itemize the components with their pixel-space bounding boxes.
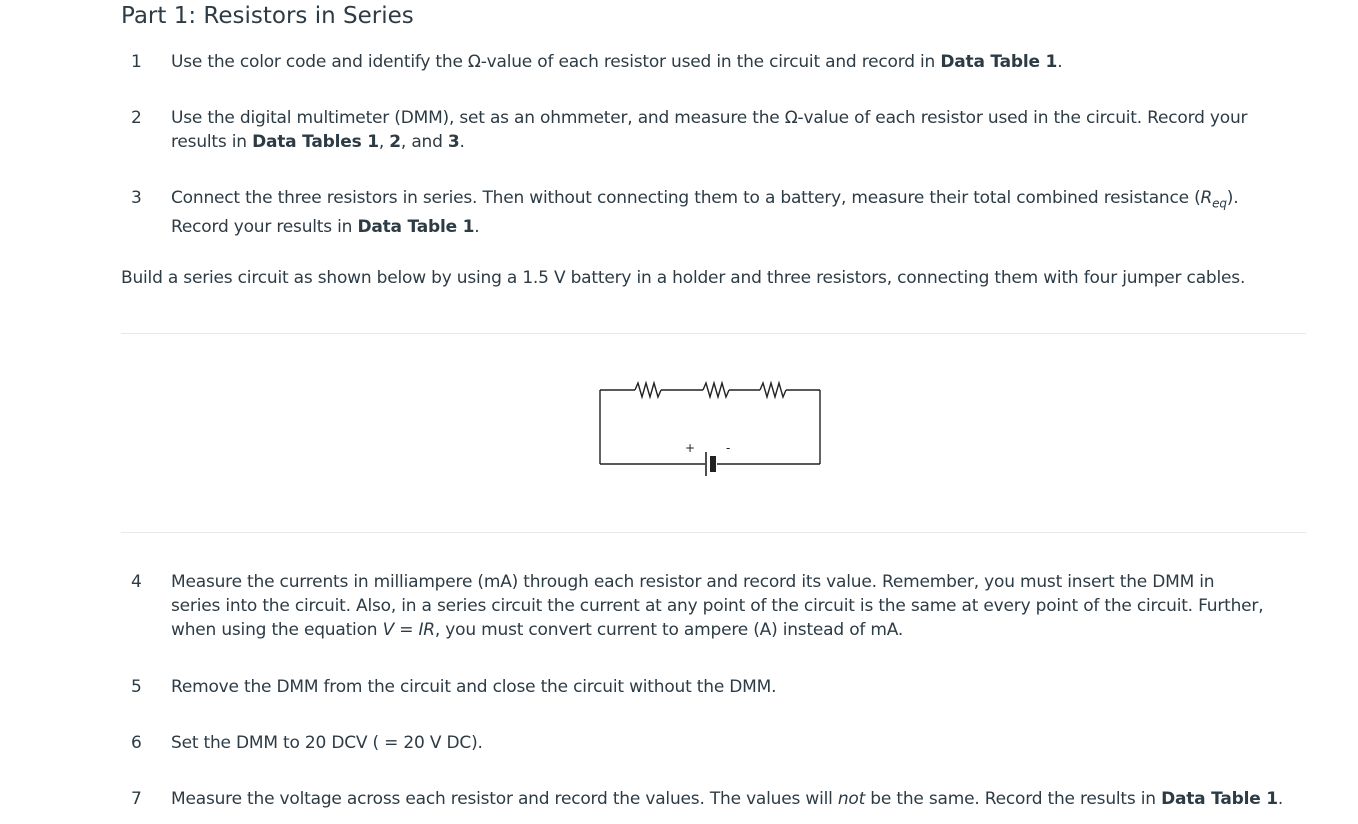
battery-plus-label: + bbox=[685, 441, 696, 455]
divider bbox=[121, 532, 1306, 533]
step-number: 3 bbox=[131, 188, 142, 208]
step-number: 4 bbox=[131, 572, 142, 592]
resistor-3 bbox=[760, 383, 786, 397]
resistor-2 bbox=[703, 383, 729, 397]
step-number: 2 bbox=[131, 108, 142, 128]
resistor-1 bbox=[635, 383, 661, 397]
data-table-ref: Data Table 1 bbox=[1161, 789, 1278, 809]
battery-minus-label: - bbox=[726, 441, 731, 455]
step-number: 6 bbox=[131, 733, 142, 753]
step-number: 1 bbox=[131, 52, 142, 72]
page-title: Part 1: Resistors in Series bbox=[121, 3, 414, 29]
series-circuit-diagram bbox=[595, 372, 825, 492]
step-number: 7 bbox=[131, 789, 142, 809]
divider bbox=[121, 333, 1306, 334]
step-number: 5 bbox=[131, 677, 142, 697]
battery-short-plate bbox=[710, 456, 716, 472]
data-table-ref: Data Table 1 bbox=[940, 52, 1058, 72]
build-instructions: Build a series circuit as shown below by using a 1.5 V battery in a holder and three resistors, connecting them with four jumper cables. bbox=[121, 268, 1246, 288]
